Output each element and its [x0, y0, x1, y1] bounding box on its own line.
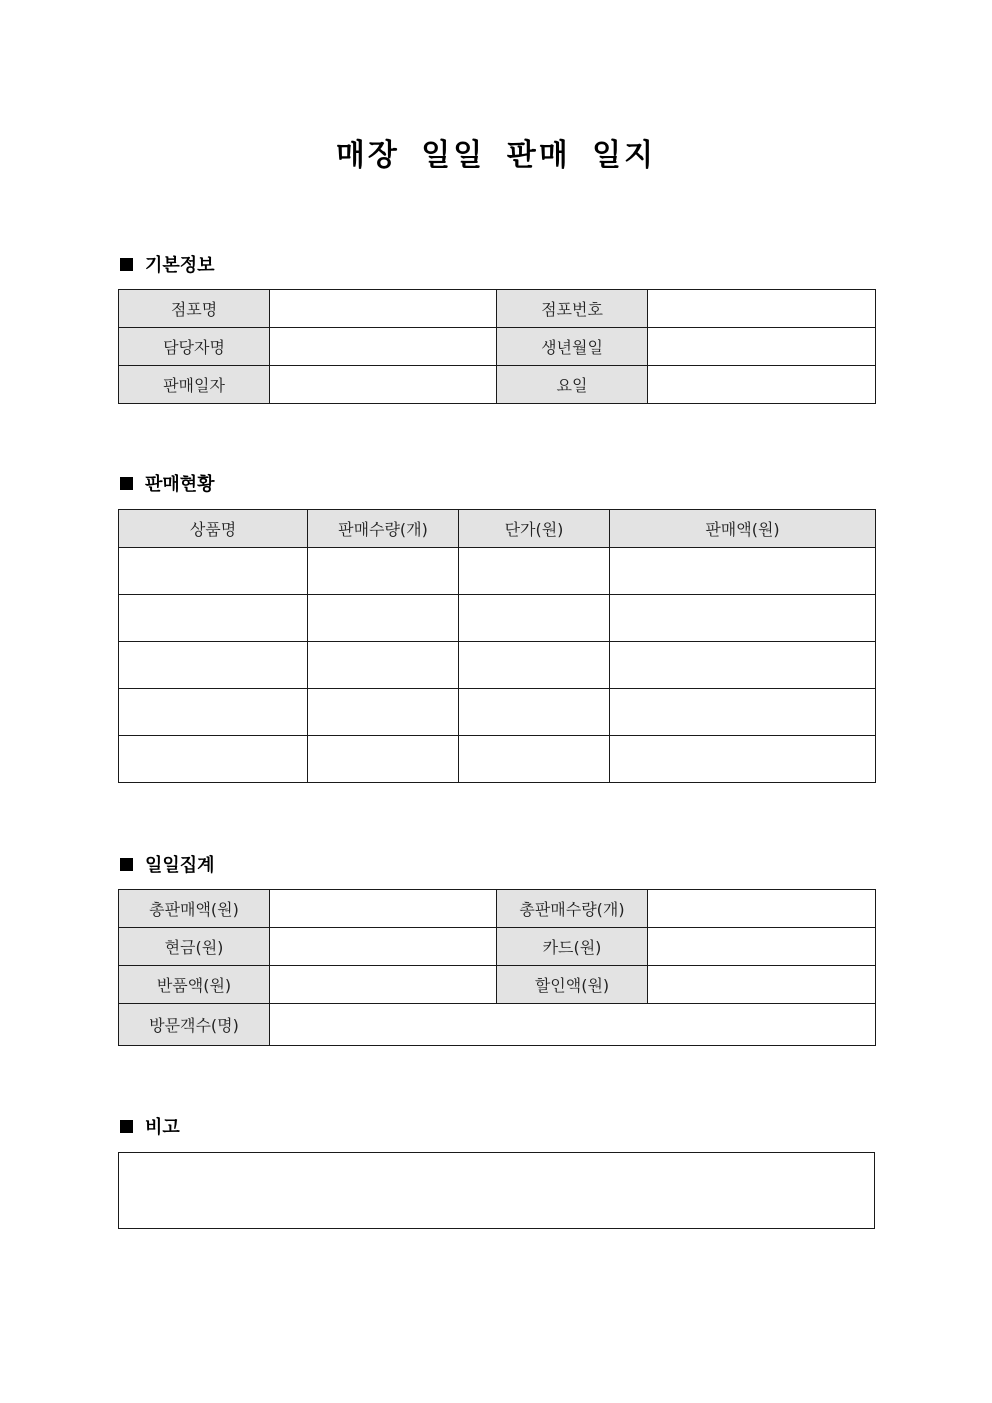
store-number-label: 점포번호	[497, 290, 648, 328]
manager-name-label: 담당자명	[119, 328, 270, 366]
basic-info-table	[118, 289, 876, 404]
store-name-field[interactable]	[270, 290, 497, 328]
page-title: 매장 일일 판매 일지	[335, 138, 657, 173]
quantity-cell[interactable]	[308, 548, 459, 595]
sales-amount-cell[interactable]	[610, 595, 876, 642]
table-row	[119, 928, 876, 966]
sales-status-heading	[118, 470, 215, 496]
product-name-cell[interactable]	[119, 595, 308, 642]
unit-price-cell[interactable]	[459, 689, 610, 736]
table-row	[119, 736, 876, 783]
cash-label: 현금(원)	[119, 928, 270, 966]
manager-name-field[interactable]	[270, 328, 497, 366]
product-name-cell[interactable]	[119, 736, 308, 783]
table-header-row	[119, 510, 876, 548]
black-square-icon	[120, 858, 133, 871]
product-name-cell[interactable]	[119, 548, 308, 595]
black-square-icon	[120, 1120, 133, 1133]
sales-amount-cell[interactable]	[610, 689, 876, 736]
sale-date-field[interactable]	[270, 366, 497, 404]
total-quantity-label: 총판매수량(개)	[497, 890, 648, 928]
remarks-heading-text: 비고	[145, 1117, 180, 1138]
product-name-cell[interactable]	[119, 642, 308, 689]
unit-price-cell[interactable]	[459, 642, 610, 689]
black-square-icon	[120, 258, 133, 271]
sales-status-heading-text: 판매현황	[145, 474, 215, 495]
card-label: 카드(원)	[497, 928, 648, 966]
table-row	[119, 890, 876, 928]
total-sales-field[interactable]	[270, 890, 497, 928]
table-row	[119, 595, 876, 642]
column-header-sales-amount: 판매액(원)	[610, 510, 876, 548]
discount-label: 할인액(원)	[497, 966, 648, 1004]
sale-date-label: 판매일자	[119, 366, 270, 404]
weekday-label: 요일	[497, 366, 648, 404]
table-row	[119, 1004, 876, 1046]
total-sales-label: 총판매액(원)	[119, 890, 270, 928]
remarks-heading	[118, 1113, 180, 1139]
quantity-cell[interactable]	[308, 642, 459, 689]
returns-field[interactable]	[270, 966, 497, 1004]
column-header-product-name: 상품명	[119, 510, 308, 548]
unit-price-cell[interactable]	[459, 595, 610, 642]
table-row	[119, 642, 876, 689]
quantity-cell[interactable]	[308, 689, 459, 736]
store-name-label: 점포명	[119, 290, 270, 328]
sales-amount-cell[interactable]	[610, 642, 876, 689]
sales-amount-cell[interactable]	[610, 548, 876, 595]
table-row	[119, 689, 876, 736]
weekday-field[interactable]	[648, 366, 876, 404]
black-square-icon	[120, 477, 133, 490]
visitors-label: 방문객수(명)	[119, 1004, 270, 1046]
discount-field[interactable]	[648, 966, 876, 1004]
visitors-field[interactable]	[270, 1004, 876, 1046]
total-quantity-field[interactable]	[648, 890, 876, 928]
daily-summary-heading-text: 일일집계	[145, 855, 215, 876]
product-name-cell[interactable]	[119, 689, 308, 736]
quantity-cell[interactable]	[308, 595, 459, 642]
table-row	[119, 290, 876, 328]
birth-date-field[interactable]	[648, 328, 876, 366]
table-row	[119, 366, 876, 404]
quantity-cell[interactable]	[308, 736, 459, 783]
remarks-field[interactable]	[118, 1152, 875, 1229]
column-header-quantity: 판매수량(개)	[308, 510, 459, 548]
store-number-field[interactable]	[648, 290, 876, 328]
card-field[interactable]	[648, 928, 876, 966]
table-row	[119, 328, 876, 366]
birth-date-label: 생년월일	[497, 328, 648, 366]
cash-field[interactable]	[270, 928, 497, 966]
column-header-unit-price: 단가(원)	[459, 510, 610, 548]
unit-price-cell[interactable]	[459, 736, 610, 783]
sales-amount-cell[interactable]	[610, 736, 876, 783]
returns-label: 반품액(원)	[119, 966, 270, 1004]
sales-status-table	[118, 509, 876, 783]
table-row	[119, 548, 876, 595]
daily-summary-table	[118, 889, 876, 1046]
daily-summary-heading	[118, 851, 215, 877]
basic-info-heading-text: 기본정보	[145, 255, 215, 276]
table-row	[119, 966, 876, 1004]
unit-price-cell[interactable]	[459, 548, 610, 595]
basic-info-heading	[118, 251, 215, 277]
